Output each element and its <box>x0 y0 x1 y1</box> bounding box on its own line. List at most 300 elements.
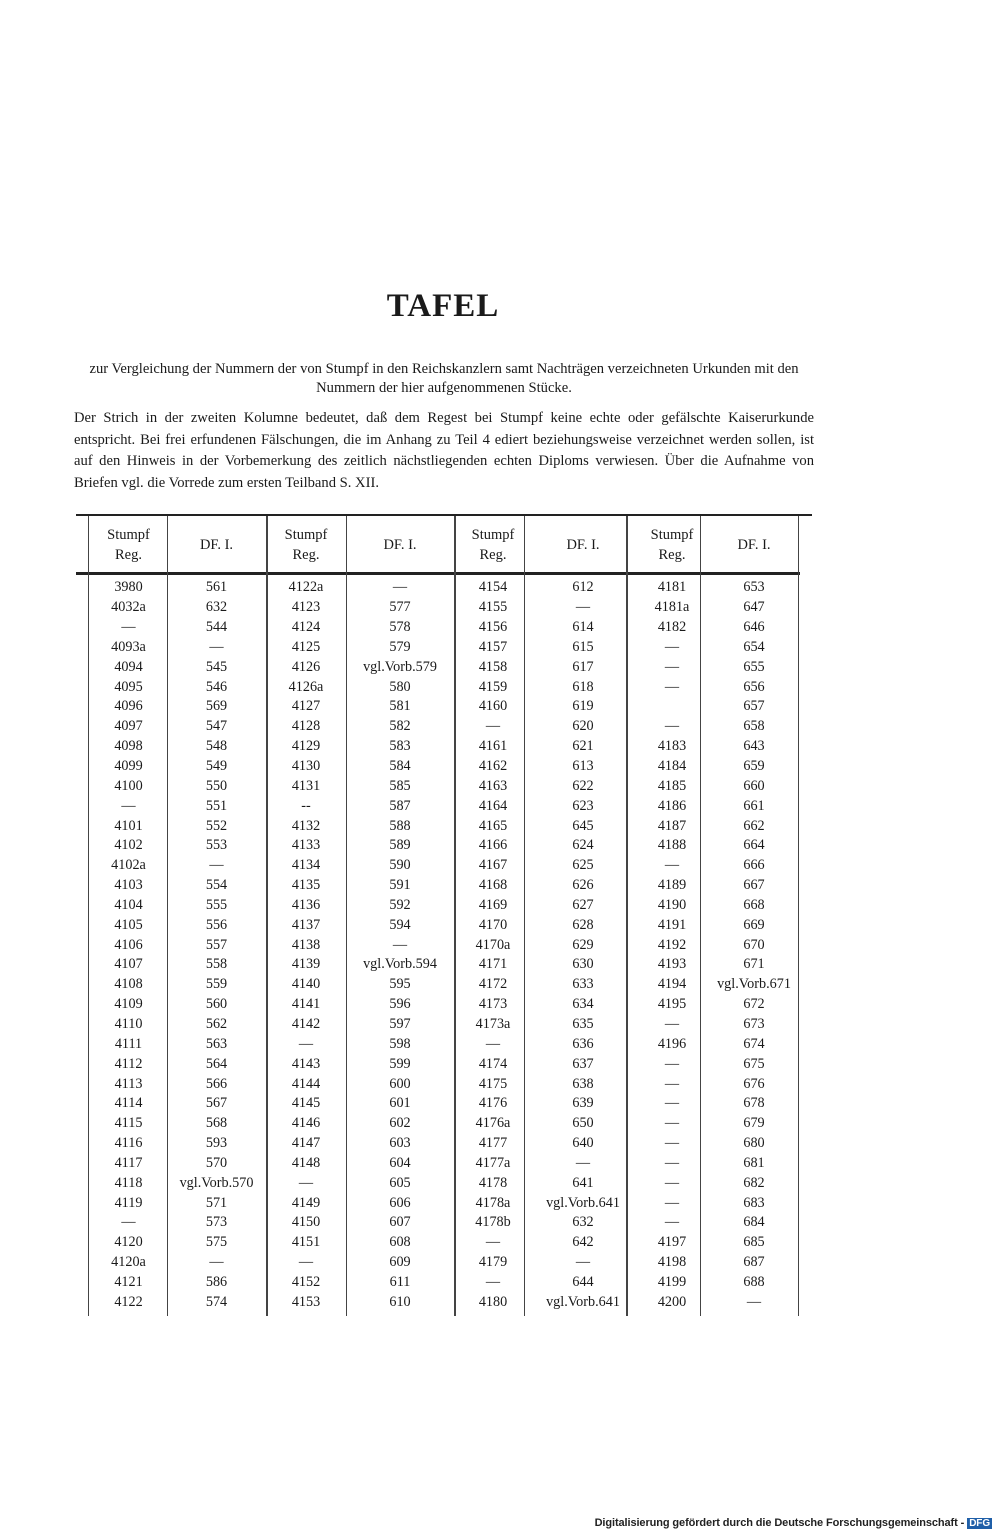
df-cell: 588 <box>389 817 411 834</box>
df-cell: 633 <box>572 976 594 993</box>
stumpf-reg-cell: 4140 <box>291 976 321 993</box>
df-cell: 634 <box>572 996 594 1013</box>
stumpf-reg-cell: 4125 <box>291 638 321 655</box>
column-header-line: Reg. <box>658 547 686 563</box>
table-row <box>90 995 798 1015</box>
stumpf-reg-cell: 4093a <box>111 638 146 655</box>
stumpf-reg-cell: 4121 <box>114 1273 143 1290</box>
stumpf-reg-cell: 4108 <box>114 976 143 993</box>
stumpf-reg-cell: — <box>121 1214 136 1231</box>
df-cell: 661 <box>743 797 765 814</box>
df-cell: 626 <box>572 877 594 894</box>
table-row <box>90 796 798 816</box>
stumpf-reg-cell: — <box>298 1035 314 1052</box>
footer-credit <box>595 1517 992 1529</box>
df-cell: 659 <box>743 758 765 775</box>
df-cell: 551 <box>205 797 228 814</box>
df-cell: 594 <box>389 916 411 933</box>
df-cell: 595 <box>389 976 411 993</box>
table-row <box>90 776 798 796</box>
df-cell: 644 <box>572 1273 594 1290</box>
stumpf-reg-cell: 4186 <box>657 797 687 814</box>
df-cell: 684 <box>743 1214 765 1231</box>
concordance-table <box>90 518 798 1312</box>
table-row <box>90 1153 798 1173</box>
df-cell: 593 <box>205 1135 228 1152</box>
column-header-line: Stumpf <box>107 527 150 543</box>
stumpf-reg-cell: 4178a <box>475 1194 511 1211</box>
df-cell: 620 <box>572 718 594 735</box>
column-header-line: DF. I. <box>199 537 234 553</box>
table-row <box>90 1292 798 1312</box>
stumpf-reg-cell: 4175 <box>478 1075 508 1092</box>
column-divider <box>88 516 89 1316</box>
table-row <box>90 1054 798 1074</box>
stumpf-reg-cell: — <box>298 1174 314 1191</box>
stumpf-reg-cell: 4198 <box>657 1254 687 1271</box>
df-cell: 579 <box>389 638 411 655</box>
stumpf-reg-cell: — <box>664 638 680 655</box>
df-cell: 666 <box>743 857 765 874</box>
stumpf-reg-cell: 4181 <box>657 579 687 596</box>
stumpf-reg-cell: 4124 <box>291 619 321 636</box>
stumpf-reg-cell: 4164 <box>478 797 508 814</box>
stumpf-reg-cell: 4103 <box>114 877 143 894</box>
df-cell: vgl.Vorb.594 <box>363 956 437 973</box>
stumpf-reg-cell: — <box>664 1055 680 1072</box>
table-row <box>90 1253 798 1273</box>
stumpf-reg-cell: 4094 <box>114 658 143 675</box>
stumpf-reg-cell: — <box>664 857 680 874</box>
df-cell: 573 <box>205 1214 228 1231</box>
df-cell: 675 <box>743 1055 765 1072</box>
df-cell: — <box>746 1293 762 1310</box>
table-row <box>90 935 798 955</box>
table-body <box>90 572 798 1312</box>
stumpf-reg-cell: 4178 <box>478 1174 508 1191</box>
stumpf-reg-cell: 4189 <box>657 877 687 894</box>
stumpf-reg-cell: 4096 <box>114 698 143 715</box>
stumpf-reg-cell: — <box>664 1115 680 1132</box>
df-cell: 639 <box>572 1095 594 1112</box>
df-cell: 549 <box>205 758 228 775</box>
df-cell: — <box>575 599 591 616</box>
stumpf-reg-cell: 4146 <box>291 1115 321 1132</box>
column-header-line: Stumpf <box>471 527 515 543</box>
stumpf-reg-cell: 4112 <box>114 1055 143 1072</box>
df-cell: 545 <box>205 658 228 675</box>
df-cell: 641 <box>572 1174 594 1191</box>
stumpf-reg-cell: 4199 <box>657 1273 687 1290</box>
stumpf-reg-cell: 4128 <box>291 718 321 735</box>
column-header-line: Stumpf <box>650 527 694 543</box>
df-cell: 598 <box>389 1035 411 1052</box>
stumpf-reg-cell: 4193 <box>657 956 687 973</box>
column-header-line: Reg. <box>292 547 320 563</box>
stumpf-reg-cell: — <box>298 1254 314 1271</box>
column-divider <box>524 516 525 1316</box>
table-row <box>90 1193 798 1213</box>
table-row <box>90 657 798 677</box>
stumpf-reg-cell: 4117 <box>114 1154 143 1171</box>
table-row <box>90 618 798 638</box>
df-cell: 635 <box>572 1015 594 1032</box>
df-cell: 580 <box>389 678 411 695</box>
stumpf-reg-cell: 4100 <box>114 777 143 794</box>
stumpf-reg-cell: 4110 <box>114 1015 143 1032</box>
table-row <box>90 1015 798 1035</box>
table-row <box>90 1074 798 1094</box>
df-cell: 662 <box>743 817 765 834</box>
stumpf-reg-cell: 4127 <box>291 698 321 715</box>
table-row <box>90 757 798 777</box>
column-divider <box>700 516 701 1316</box>
df-cell: 561 <box>205 579 228 596</box>
df-cell: 608 <box>389 1234 411 1251</box>
stumpf-reg-cell: — <box>485 1035 501 1052</box>
df-cell: 566 <box>205 1075 228 1092</box>
column-divider <box>167 516 168 1316</box>
stumpf-reg-cell: — <box>485 718 501 735</box>
df-cell: 685 <box>743 1234 765 1251</box>
df-cell: 656 <box>743 678 765 695</box>
stumpf-reg-cell: 4177a <box>475 1154 511 1171</box>
df-cell: 618 <box>572 678 594 695</box>
df-cell: 638 <box>572 1075 594 1092</box>
df-cell: 622 <box>572 777 594 794</box>
df-cell: — <box>209 638 224 655</box>
stumpf-reg-cell: 4191 <box>657 916 687 933</box>
table-row <box>90 677 798 697</box>
column-header-line: Stumpf <box>284 527 328 543</box>
df-cell: 629 <box>572 936 594 953</box>
df-cell: 596 <box>389 996 411 1013</box>
df-cell: 655 <box>743 658 765 675</box>
stumpf-reg-cell: 4197 <box>657 1234 687 1251</box>
stumpf-reg-cell: 4145 <box>291 1095 321 1112</box>
table-row <box>90 697 798 717</box>
df-cell: 558 <box>205 956 228 973</box>
stumpf-reg-cell: 4129 <box>291 738 321 755</box>
stumpf-reg-cell: — <box>664 1015 680 1032</box>
df-cell: 553 <box>205 837 228 854</box>
stumpf-reg-cell: 4184 <box>657 758 687 775</box>
df-cell: 547 <box>205 718 228 735</box>
column-header <box>454 518 532 572</box>
stumpf-reg-cell: 4152 <box>291 1273 321 1290</box>
df-cell: 611 <box>389 1273 411 1290</box>
df-cell: 570 <box>205 1154 228 1171</box>
stumpf-reg-cell: -- <box>301 797 311 814</box>
df-cell: 556 <box>205 916 228 933</box>
stumpf-reg-cell: 4105 <box>114 916 143 933</box>
intro-paragraph: Der Strich in der zweiten Kolumne bedeutet, daß dem Regest bei Stumpf keine echte oder gefälschte Kaiserurkunde entspricht. Bei frei erfundenen Fälschungen, die im Anhang zu Teil 4 ediert beziehungsweise verzeichnet werden sollen, ist auf den Hinweis in der Vorbemerkung des zeitlich nächstliegenden echten Diploms verwiesen. Über die Aufnahme von Briefen vgl. die Vorrede zum ersten Teilband S. XII. <box>74 410 814 491</box>
stumpf-reg-cell: 4182 <box>657 619 687 636</box>
df-cell: 607 <box>389 1214 411 1231</box>
stumpf-reg-cell: — <box>121 797 136 814</box>
df-cell: 575 <box>205 1234 228 1251</box>
df-cell: — <box>209 857 224 874</box>
stumpf-reg-cell <box>634 697 710 717</box>
df-cell: 546 <box>205 678 228 695</box>
stumpf-reg-cell: 4161 <box>478 738 508 755</box>
stumpf-reg-cell: 4181a <box>654 599 690 616</box>
stumpf-reg-cell: 4170a <box>475 936 511 953</box>
df-cell: 602 <box>389 1115 411 1132</box>
stumpf-reg-cell: 4190 <box>657 896 687 913</box>
stumpf-reg-cell: 4156 <box>478 619 508 636</box>
stumpf-reg-cell: 4119 <box>114 1194 143 1211</box>
stumpf-reg-cell: 4200 <box>657 1293 687 1310</box>
header-row <box>90 518 798 572</box>
stumpf-reg-cell: 4183 <box>657 738 687 755</box>
df-cell: 678 <box>743 1095 765 1112</box>
df-cell: 601 <box>389 1095 411 1112</box>
column-header-line: DF. I. <box>566 537 600 553</box>
df-cell: 632 <box>572 1214 594 1231</box>
table-row <box>90 1034 798 1054</box>
df-cell: 614 <box>572 619 594 636</box>
stumpf-reg-cell: 4148 <box>291 1154 321 1171</box>
stumpf-reg-cell: 4177 <box>478 1135 508 1152</box>
column-header <box>634 518 710 572</box>
df-cell: 605 <box>389 1174 411 1191</box>
df-cell: 563 <box>205 1035 228 1052</box>
df-cell: 548 <box>205 738 228 755</box>
stumpf-reg-cell: — <box>664 1174 680 1191</box>
df-cell: 557 <box>205 936 228 953</box>
df-cell: 571 <box>205 1194 228 1211</box>
stumpf-reg-cell: 4136 <box>291 896 321 913</box>
column-header-line: DF. I. <box>383 537 417 553</box>
stumpf-reg-cell: — <box>121 619 136 636</box>
df-cell: vgl.Vorb.671 <box>717 976 791 993</box>
stumpf-reg-cell: 4097 <box>114 718 143 735</box>
table-row <box>90 1094 798 1114</box>
column-header <box>90 518 167 572</box>
table-row <box>90 717 798 737</box>
df-cell: 621 <box>572 738 594 755</box>
df-cell: 610 <box>389 1293 411 1310</box>
df-cell: 600 <box>389 1075 411 1092</box>
table-header <box>90 518 798 572</box>
df-cell: vgl.Vorb.641 <box>546 1194 620 1211</box>
stumpf-reg-cell: 4165 <box>478 817 508 834</box>
stumpf-reg-cell: 4101 <box>114 817 143 834</box>
df-cell: 687 <box>743 1254 765 1271</box>
stumpf-reg-cell: 4115 <box>114 1115 143 1132</box>
stumpf-reg-cell: 4143 <box>291 1055 321 1072</box>
df-cell: 688 <box>743 1273 765 1290</box>
stumpf-reg-cell: — <box>664 1135 680 1152</box>
stumpf-reg-cell: 4154 <box>478 579 508 596</box>
stumpf-reg-cell: 4126a <box>288 678 324 695</box>
df-cell: 650 <box>572 1115 594 1132</box>
stumpf-reg-cell: 4107 <box>114 956 143 973</box>
df-cell: 559 <box>205 976 228 993</box>
df-cell: 669 <box>743 916 765 933</box>
df-cell: 567 <box>205 1095 228 1112</box>
df-cell: 658 <box>743 718 765 735</box>
stumpf-reg-cell: 4187 <box>657 817 687 834</box>
stumpf-reg-cell: 4163 <box>478 777 508 794</box>
df-cell: 671 <box>743 956 765 973</box>
stumpf-reg-cell: 4150 <box>291 1214 321 1231</box>
df-cell: 615 <box>572 638 594 655</box>
stumpf-reg-cell: 4194 <box>657 976 687 993</box>
stumpf-reg-cell: 4114 <box>114 1095 143 1112</box>
df-cell: 589 <box>389 837 411 854</box>
page-title: TAFEL <box>386 288 500 324</box>
stumpf-reg-cell: 4185 <box>657 777 687 794</box>
df-cell: 552 <box>205 817 228 834</box>
df-cell: 577 <box>389 599 411 616</box>
table-row <box>90 876 798 896</box>
stumpf-reg-cell: 4098 <box>114 738 143 755</box>
stumpf-reg-cell: 4157 <box>478 638 508 655</box>
stumpf-reg-cell: — <box>664 658 680 675</box>
stumpf-reg-cell: 4102 <box>114 837 143 854</box>
stumpf-reg-cell: — <box>485 1273 501 1290</box>
stumpf-reg-cell: 4141 <box>291 996 321 1013</box>
stumpf-reg-cell: 4118 <box>114 1174 143 1191</box>
df-cell: 627 <box>572 896 594 913</box>
table-row <box>90 975 798 995</box>
stumpf-reg-cell: 4138 <box>291 936 321 953</box>
df-cell: 636 <box>572 1035 594 1052</box>
df-cell: 603 <box>389 1135 411 1152</box>
df-cell: 578 <box>389 619 411 636</box>
df-cell: 642 <box>572 1234 594 1251</box>
df-cell: 619 <box>572 698 594 715</box>
df-cell: 554 <box>205 877 228 894</box>
column-divider <box>346 516 347 1316</box>
stumpf-reg-cell: 4111 <box>114 1035 143 1052</box>
df-cell: 609 <box>389 1254 411 1271</box>
column-header-line: Reg. <box>479 547 507 563</box>
df-cell: 581 <box>389 698 411 715</box>
stumpf-reg-cell: 4116 <box>114 1135 143 1152</box>
table-row <box>90 1273 798 1293</box>
dfg-logo: DFG <box>969 1518 990 1529</box>
stumpf-reg-cell: 4176 <box>478 1095 508 1112</box>
stumpf-reg-cell: — <box>664 1214 680 1231</box>
stumpf-reg-cell: 4195 <box>657 996 687 1013</box>
df-cell: — <box>575 1254 591 1271</box>
stumpf-reg-cell: 4179 <box>478 1254 508 1271</box>
df-cell: 683 <box>743 1194 765 1211</box>
df-cell: vgl.Vorb.641 <box>546 1293 620 1310</box>
stumpf-reg-cell: 4192 <box>657 936 687 953</box>
column-header-line: Reg. <box>115 547 142 563</box>
table-row <box>90 1134 798 1154</box>
stumpf-reg-cell: 4109 <box>114 996 143 1013</box>
df-cell: 624 <box>572 837 594 854</box>
df-cell: 617 <box>572 658 594 675</box>
stumpf-reg-cell: 4123 <box>291 599 321 616</box>
stumpf-reg-cell: — <box>664 678 680 695</box>
stumpf-reg-cell: — <box>664 1095 680 1112</box>
table-row <box>90 1233 798 1253</box>
df-cell: 612 <box>572 579 594 596</box>
table-row <box>90 955 798 975</box>
df-cell: — <box>575 1154 591 1171</box>
df-cell: 682 <box>743 1174 765 1191</box>
df-cell: 672 <box>743 996 765 1013</box>
table-row <box>90 638 798 658</box>
column-divider <box>798 516 799 1316</box>
column-divider <box>626 516 628 1316</box>
stumpf-reg-cell: 4113 <box>114 1075 143 1092</box>
column-header <box>167 518 266 572</box>
df-cell: 647 <box>743 599 765 616</box>
table-row <box>90 836 798 856</box>
df-cell: 574 <box>205 1293 228 1310</box>
stumpf-reg-cell: 4104 <box>114 896 143 913</box>
df-cell: 590 <box>389 857 411 874</box>
stumpf-reg-cell: 4095 <box>114 678 143 695</box>
stumpf-reg-cell: 4173 <box>478 996 508 1013</box>
stumpf-reg-cell: 4171 <box>478 956 508 973</box>
table-row <box>90 578 798 598</box>
stumpf-reg-cell: — <box>664 1194 680 1211</box>
df-cell: — <box>392 579 408 596</box>
stumpf-reg-cell: 4153 <box>291 1293 321 1310</box>
column-divider <box>454 516 456 1316</box>
column-header <box>266 518 346 572</box>
df-cell: 586 <box>205 1273 228 1290</box>
df-cell: 640 <box>572 1135 594 1152</box>
stumpf-reg-cell: 4168 <box>478 877 508 894</box>
stumpf-reg-cell: 4180 <box>478 1293 508 1310</box>
stumpf-reg-cell: — <box>485 1234 501 1251</box>
stumpf-reg-cell: 4133 <box>291 837 321 854</box>
stumpf-reg-cell: 4126 <box>291 658 321 675</box>
df-cell: 680 <box>743 1135 765 1152</box>
df-cell: 625 <box>572 857 594 874</box>
column-header-line: DF. I. <box>737 537 771 553</box>
stumpf-reg-cell: 4162 <box>478 758 508 775</box>
table-row <box>90 856 798 876</box>
stumpf-reg-cell: 4159 <box>478 678 508 695</box>
stumpf-reg-cell: 4170 <box>478 916 508 933</box>
df-cell: 632 <box>205 599 228 616</box>
table-top-rule <box>76 514 812 516</box>
stumpf-reg-cell: 4137 <box>291 916 321 933</box>
stumpf-reg-cell: 4134 <box>291 857 321 874</box>
table-row <box>90 1114 798 1134</box>
df-cell: 568 <box>205 1115 228 1132</box>
table-row <box>90 598 798 618</box>
stumpf-reg-cell: 4130 <box>291 758 321 775</box>
stumpf-reg-cell: 4155 <box>478 599 508 616</box>
table-row <box>90 737 798 757</box>
stumpf-reg-cell: 4174 <box>478 1055 508 1072</box>
column-header <box>532 518 634 572</box>
df-cell: 562 <box>205 1015 228 1032</box>
stumpf-reg-cell: 4176a <box>475 1115 511 1132</box>
stumpf-reg-cell: — <box>664 718 680 735</box>
stumpf-reg-cell: — <box>664 1154 680 1171</box>
df-cell: 569 <box>205 698 228 715</box>
df-cell: 646 <box>743 619 765 636</box>
df-cell: 676 <box>743 1075 765 1092</box>
stumpf-reg-cell: 4102a <box>111 857 146 874</box>
stumpf-reg-cell: 4120a <box>111 1254 146 1271</box>
df-cell: 606 <box>389 1194 411 1211</box>
df-cell: vgl.Vorb.579 <box>363 658 437 675</box>
df-cell: 564 <box>205 1055 228 1072</box>
